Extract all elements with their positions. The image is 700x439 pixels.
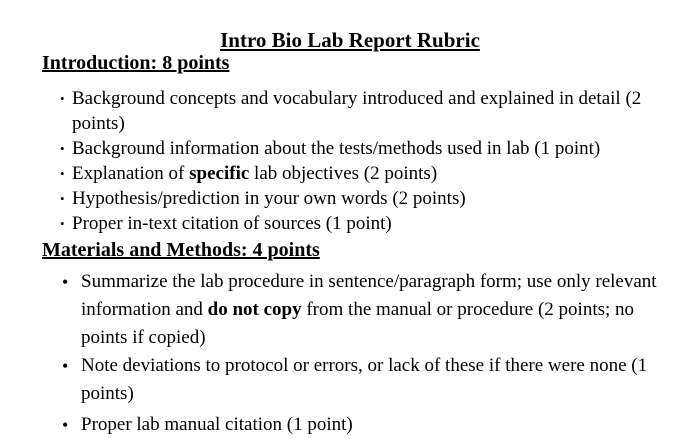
bullet-icon: • [62,356,69,376]
list-item-text-after: from the manual or procedure (2 points; no points if copied) [81,299,635,348]
list-item-text-before: Explanation of [72,163,190,184]
list-item [60,86,680,136]
bullet-icon: • [62,415,69,435]
list-item [60,211,680,236]
list-item [62,352,682,408]
list-item [60,161,680,186]
list-item [62,411,682,439]
bullet-icon: • [60,141,65,156]
materials-methods-heading: Materials and Methods: 4 points [42,239,320,261]
bullet-icon: • [60,216,65,231]
page-title: Intro Bio Lab Report Rubric [220,28,480,52]
list-item-text-after: lab objectives (2 points) [249,163,438,184]
list-item [60,136,680,161]
bullet-icon: • [62,272,69,292]
list-item-text: Background information about the tests/methods used in lab (1 point) [72,138,601,159]
list-item-text: Note deviations to protocol or errors, or lack of these if there were none (1 points) [81,355,648,404]
introduction-list [60,86,680,236]
bullet-icon: • [60,91,65,106]
list-item-text: Background concepts and vocabulary introduced and explained in detail (2 points) [72,88,642,134]
list-item-text-before: Summarize the lab procedure in sentence/paragraph form; use only relevant information and [81,271,657,320]
materials-methods-list [62,268,682,439]
list-item-text-bold: do not copy [207,299,302,320]
bullet-icon: • [60,191,65,206]
list-item-text: Proper lab manual citation (1 point) [81,414,353,435]
list-item [62,268,682,352]
list-item-text: Hypothesis/prediction in your own words (2 points) [72,188,466,209]
list-item-text-bold: specific [189,163,250,184]
list-item-text: Proper in-text citation of sources (1 point) [72,213,392,234]
introduction-heading: Introduction: 8 points [42,52,230,74]
bullet-icon: • [60,166,65,181]
list-item [60,186,680,211]
